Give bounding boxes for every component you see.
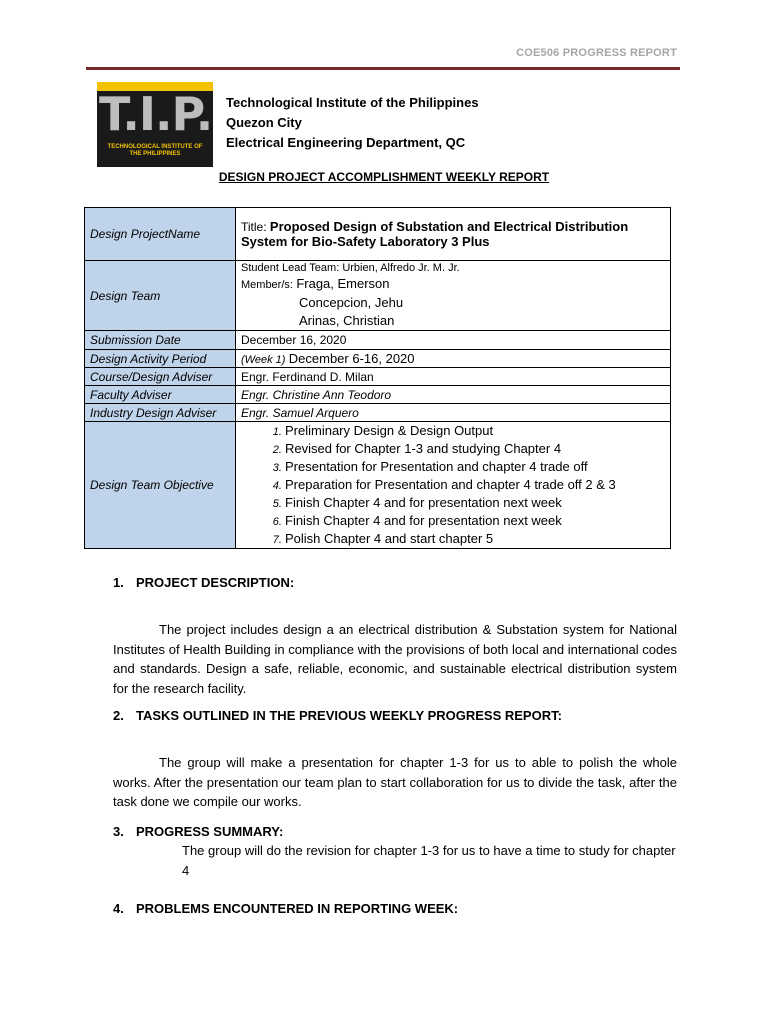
submission-date-label: Submission Date <box>85 331 236 350</box>
table-row <box>85 422 671 549</box>
section-number: 4. <box>113 901 124 916</box>
table-row <box>85 208 671 261</box>
section-number: 3. <box>113 824 124 839</box>
objective-item: 5. Finish Chapter 4 and for presentation next week <box>285 494 665 512</box>
objective-item: 3. Presentation for Presentation and chapter 4 trade off <box>285 458 665 476</box>
section-heading <box>113 575 294 590</box>
section-title: PROJECT DESCRIPTION: <box>136 575 295 590</box>
objective-item: 2. Revised for Chapter 1-3 and studying Chapter 4 <box>285 440 665 458</box>
members-prefix: Member/s: <box>241 279 293 291</box>
activity-period-cell <box>236 350 671 368</box>
section-number: 2. <box>113 708 124 723</box>
lead-team: Student Lead Team: Urbien, Alfredo Jr. M. Jr. <box>241 262 460 274</box>
section-number: 1. <box>113 575 124 590</box>
objective-item: 1. Preliminary Design & Design Output <box>285 422 665 440</box>
report-title: DESIGN PROJECT ACCOMPLISHMENT WEEKLY REPORT <box>218 170 550 184</box>
faculty-adviser-label: Faculty Adviser <box>85 386 236 404</box>
section-title: PROBLEMS ENCOUNTERED IN REPORTING WEEK: <box>136 901 459 916</box>
table-row <box>85 261 671 331</box>
objective-item: 6. Finish Chapter 4 and for presentation next week <box>285 512 665 530</box>
member-2: Concepcion, Jehu <box>299 295 404 310</box>
faculty-adviser-value: Engr. Christine Ann Teodoro <box>236 386 671 404</box>
institution-city: Quezon City <box>226 115 302 130</box>
section-body: The group will make a presentation for chapter 1-3 for us to able to polish the whole works. After the presentation our team plan to start collaboration for us to divide the task, after the task done we compile our works. <box>113 755 677 809</box>
table-row <box>85 350 671 368</box>
project-info-table <box>84 207 671 549</box>
design-team-label: Design Team <box>85 261 236 331</box>
project-title: Proposed Design of Substation and Electrical Distribution System for Bio-Safety Laboratory 3 Plus <box>241 219 629 249</box>
objective-label: Design Team Objective <box>85 422 236 549</box>
tip-logo <box>97 82 213 167</box>
project-title-cell <box>236 208 671 261</box>
objective-item: 7. Polish Chapter 4 and start chapter 5 <box>285 530 665 548</box>
activity-week: (Week 1) <box>241 354 286 366</box>
submission-date-value: December 16, 2020 <box>236 331 671 350</box>
industry-adviser-label: Industry Design Adviser <box>85 404 236 422</box>
member-1: Fraga, Emerson <box>296 276 390 291</box>
table-row <box>85 386 671 404</box>
section-title: TASKS OUTLINED IN THE PREVIOUS WEEKLY PROGRESS REPORT: <box>136 708 562 723</box>
section-heading <box>113 824 283 839</box>
logo-letters: T.I.P. <box>99 87 213 141</box>
table-row <box>85 331 671 350</box>
course-adviser-value: Engr. Ferdinand D. Milan <box>236 368 671 386</box>
section-body: The group will do the revision for chapter 1-3 for us to have a time to study for chapter 4 <box>182 843 676 878</box>
institution-block <box>226 93 479 153</box>
industry-adviser-value: Engr. Samuel Arquero <box>236 404 671 422</box>
objective-list <box>241 422 665 548</box>
members-line <box>241 275 665 294</box>
design-team-cell <box>236 261 671 331</box>
objective-cell <box>236 422 671 549</box>
member-3: Arinas, Christian <box>299 313 395 328</box>
course-adviser-label: Course/Design Adviser <box>85 368 236 386</box>
header-rule <box>86 67 680 70</box>
section-heading <box>113 901 458 916</box>
table-row <box>85 368 671 386</box>
section-heading <box>113 708 562 723</box>
activity-dates: December 6-16, 2020 <box>288 351 415 366</box>
page-header: COE506 PROGRESS REPORT <box>516 47 677 59</box>
institution-name: Technological Institute of the Philippines <box>226 95 479 110</box>
activity-period-label: Design Activity Period <box>85 350 236 368</box>
institution-department: Electrical Engineering Department, QC <box>226 135 466 150</box>
title-prefix: Title: <box>241 220 267 234</box>
section-body: The project includes design a an electrical distribution & Substation system for National Institutes of Health Building in compliance with the provisions of both local and international codes and standards. Design a safe, reliable, economic, and sustainable electrical distribution system for the research facility. <box>113 622 677 696</box>
logo-subtitle: TECHNOLOGICAL INSTITUTE OF THE PHILIPPINES <box>107 144 203 157</box>
section-title: PROGRESS SUMMARY: <box>136 824 284 839</box>
project-name-label: Design ProjectName <box>85 208 236 261</box>
objective-item: 4. Preparation for Presentation and chapter 4 trade off 2 & 3 <box>285 476 665 494</box>
table-row <box>85 404 671 422</box>
